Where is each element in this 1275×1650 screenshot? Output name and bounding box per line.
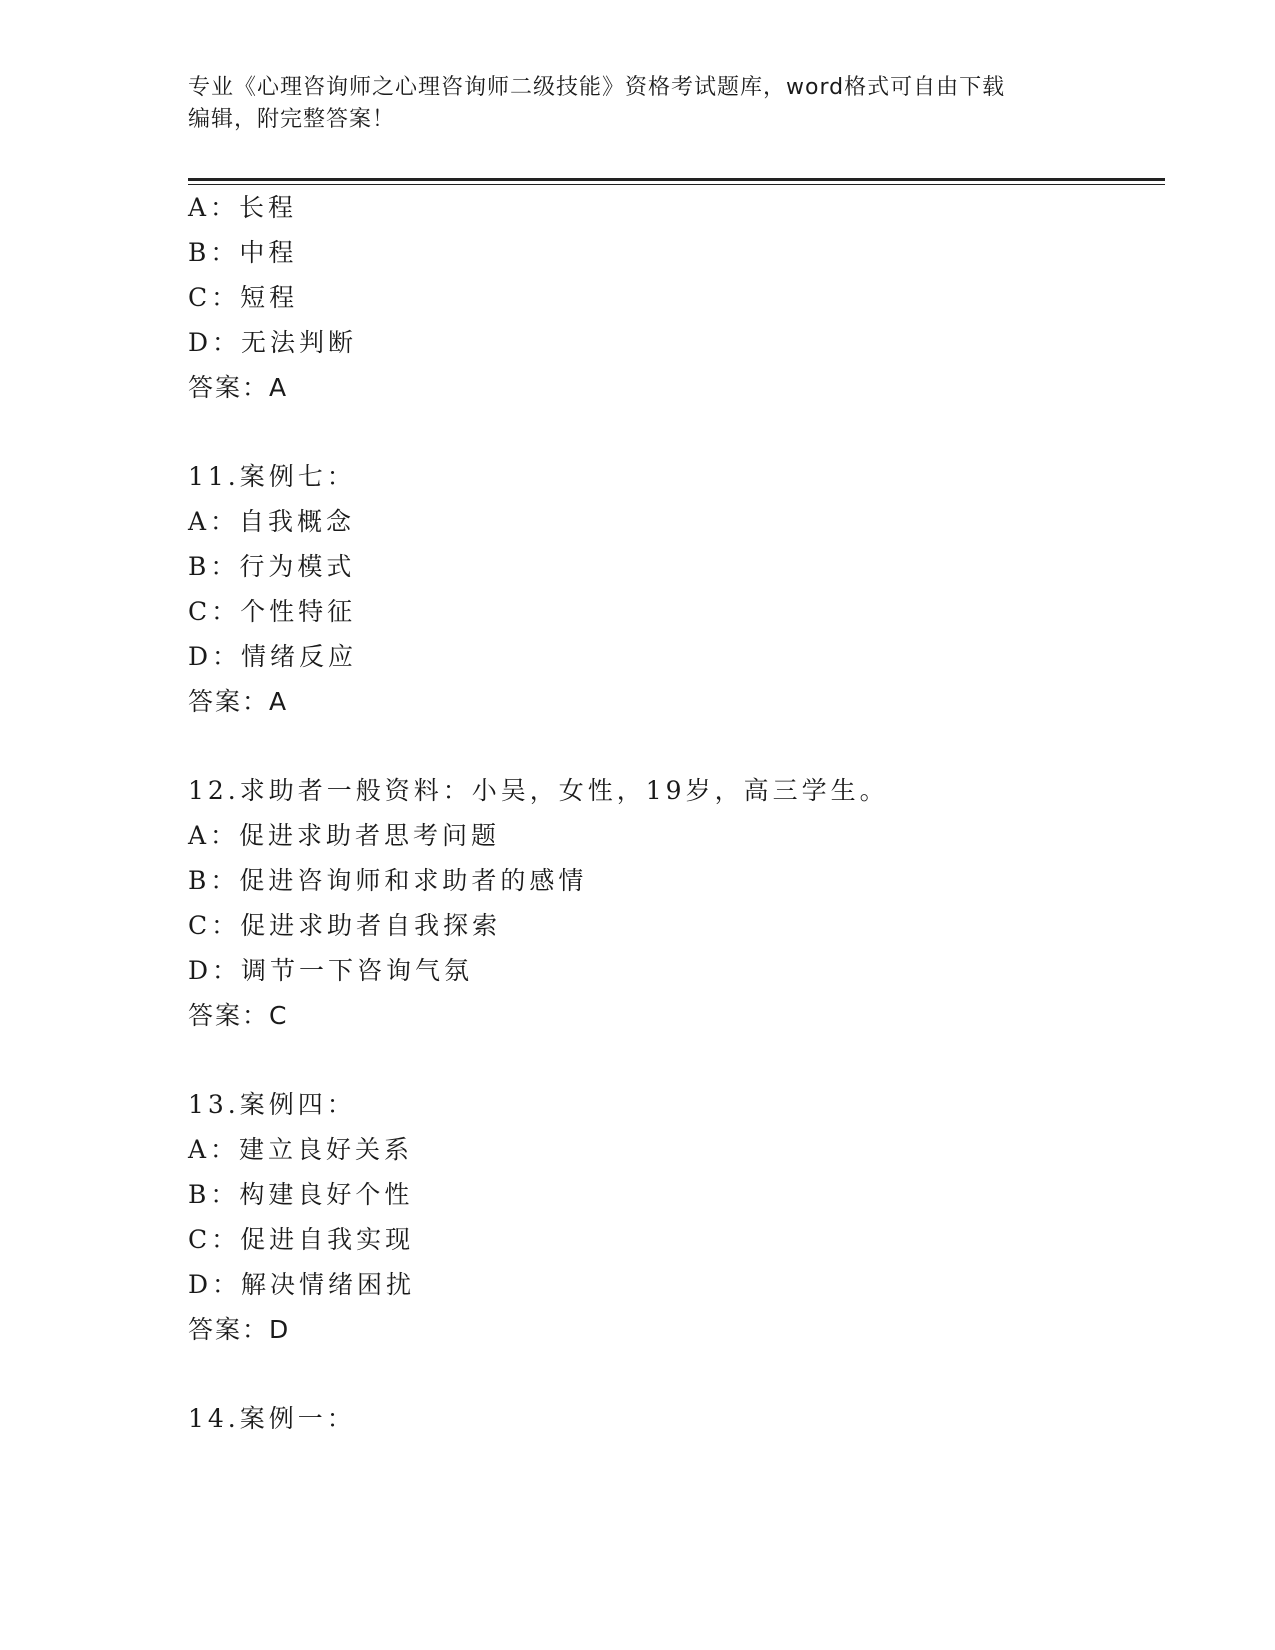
option-10-b: B：中程 xyxy=(188,238,298,267)
question-11: 11.案例七： xyxy=(188,462,356,491)
option-13-c: C：促进自我实现 xyxy=(188,1225,415,1254)
question-13: 13.案例四： xyxy=(188,1090,356,1119)
option-12-d: D：调节一下咨询气氛 xyxy=(188,956,474,985)
option-10-c: C：短程 xyxy=(188,283,299,312)
option-10-a: A：长程 xyxy=(188,193,298,222)
document-header xyxy=(188,72,1088,136)
option-13-a: A：建立良好关系 xyxy=(188,1135,414,1164)
option-12-c: C：促进求助者自我探索 xyxy=(188,911,502,940)
header-line-1: 专业《心理咨询师之心理咨询师二级技能》资格考试题库，word格式可自由下载 xyxy=(188,75,1006,100)
option-11-d: D：情绪反应 xyxy=(188,642,358,671)
option-10-d: D：无法判断 xyxy=(188,328,358,357)
answer-10: 答案：A xyxy=(188,373,289,402)
header-rule-thick xyxy=(188,178,1165,181)
option-13-d: D：解决情绪困扰 xyxy=(188,1270,416,1299)
answer-11: 答案：A xyxy=(188,687,289,716)
header-rule-thin xyxy=(188,184,1165,185)
option-12-a: A：促进求助者思考问题 xyxy=(188,821,501,850)
answer-13: 答案：D xyxy=(188,1315,291,1344)
answer-12: 答案：C xyxy=(188,1001,289,1030)
question-14: 14.案例一： xyxy=(188,1404,356,1433)
option-13-b: B：构建良好个性 xyxy=(188,1180,414,1209)
option-11-c: C：个性特征 xyxy=(188,597,357,626)
question-12: 12.求助者一般资料：小吴，女性，19岁，高三学生。 xyxy=(188,776,889,805)
option-11-b: B：行为模式 xyxy=(188,552,356,581)
option-12-b: B：促进咨询师和求助者的感情 xyxy=(188,866,588,895)
option-11-a: A：自我概念 xyxy=(188,507,356,536)
header-line-2: 编辑，附完整答案！ xyxy=(188,107,396,132)
